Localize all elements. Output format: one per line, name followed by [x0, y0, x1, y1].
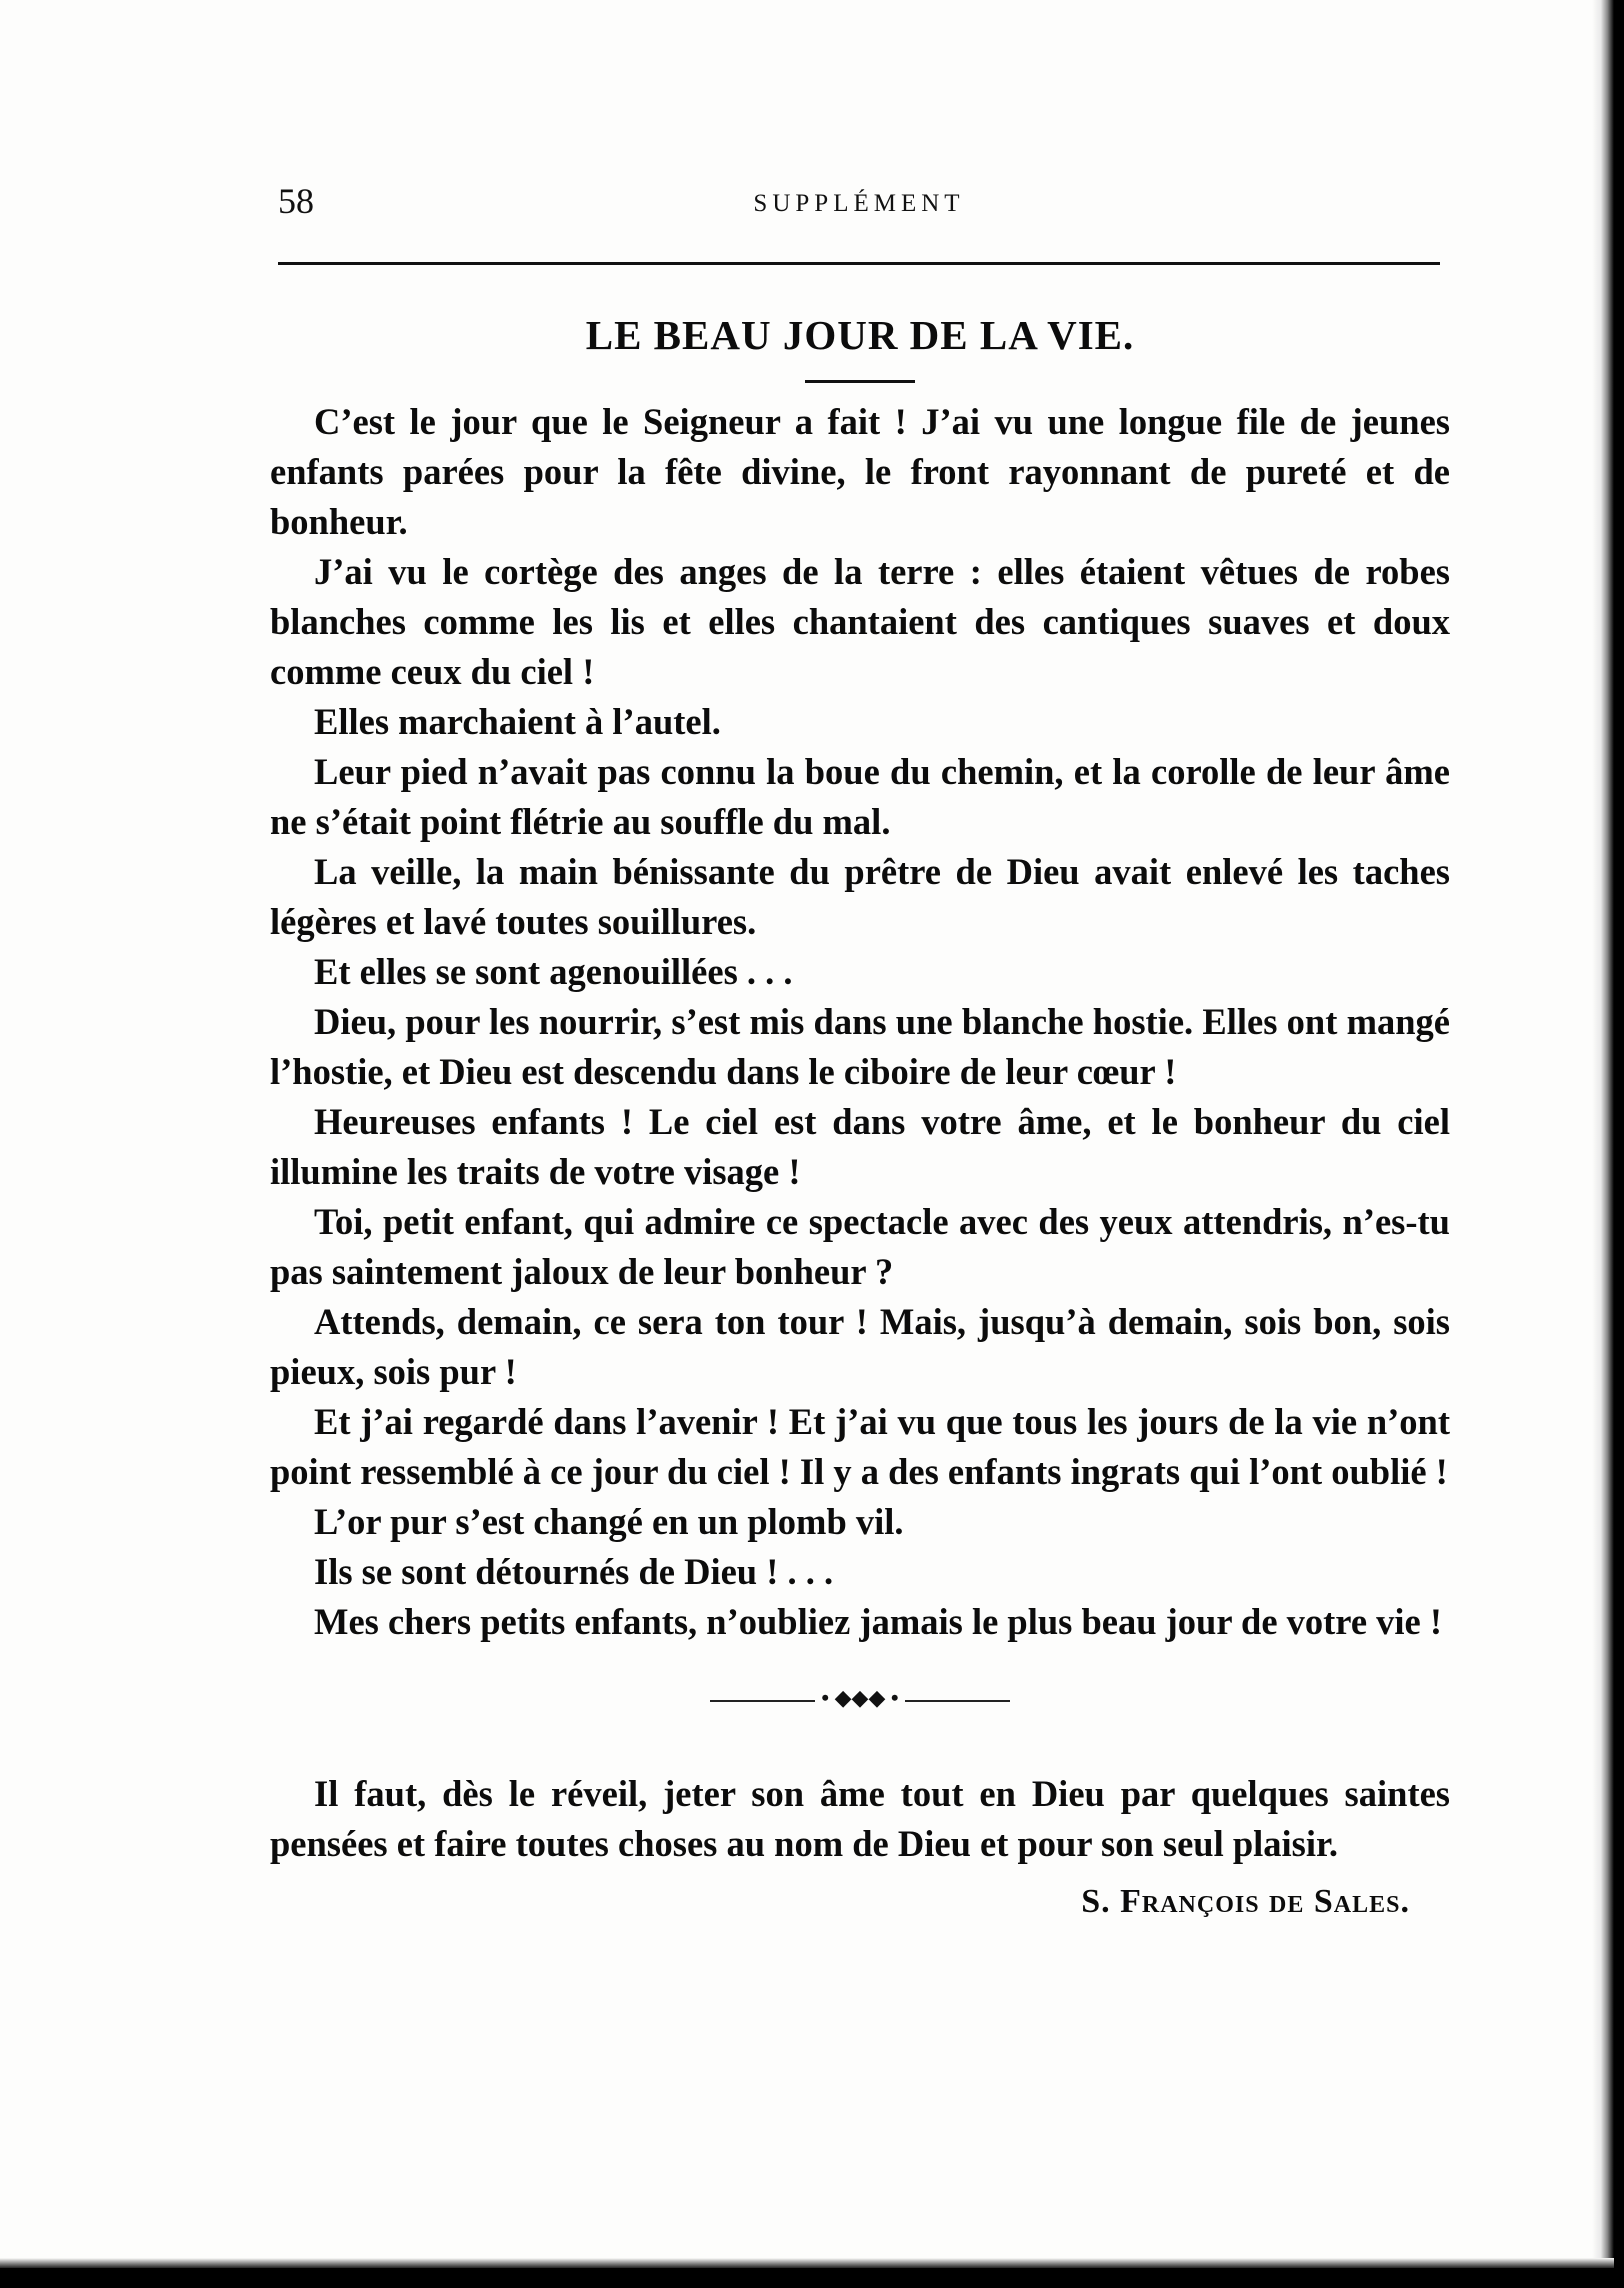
title-rule [805, 380, 915, 383]
page-edge-shadow [1592, 0, 1614, 2268]
paragraph: Mes chers petits enfants, n’oubliez jamais le plus beau jour de votre vie ! [314, 1601, 1443, 1642]
page-number: 58 [278, 181, 314, 221]
article-title: LE BEAU JOUR DE LA VIE. [585, 312, 1135, 358]
page-bottom-edge [0, 2258, 1614, 2268]
paragraph: C’est le jour que le Seigneur a fait ! J’ai vu une longue file de jeunes enfants parées pour la fête divine, le front rayonnant de pureté et de bonheur. [270, 401, 1450, 542]
paragraph: Ils se sont détournés de Dieu ! . . . [314, 1551, 834, 1592]
running-header [278, 180, 1440, 230]
maxim-text: Il faut, dès le réveil, jeter son âme tout en Dieu par quelques saintes pensées et faire toutes choses au nom de Dieu et pour son seul plaisir. [270, 1773, 1450, 1864]
header-rule [278, 262, 1440, 265]
article-body [270, 397, 1450, 1647]
paragraph: J’ai vu le cortège des anges de la terre : elles étaient vêtues de robes blanches comme les lis et elles chantaient des cantiques suaves et doux comme ceux du ciel ! [270, 551, 1450, 692]
paragraph: La veille, la main bénissante du prêtre de Dieu avait enlevé les taches légères et lavé toutes souillures. [270, 851, 1450, 942]
ornament-glyphs: • ◆◆◆ • [821, 1685, 899, 1710]
maxim-block [270, 1769, 1450, 1869]
maxim-author: S. François de Sales. [1081, 1883, 1410, 1920]
running-title: SUPPLÉMENT [753, 190, 965, 217]
paragraph: Dieu, pour les nourrir, s’est mis dans une blanche hostie. Elles ont mangé l’hostie, et Dieu est descendu dans le ciboire de leur cœur ! [270, 1001, 1450, 1092]
paragraph: Elles marchaient à l’autel. [314, 701, 721, 742]
paragraph: Heureuses enfants ! Le ciel est dans votre âme, et le bonheur du ciel illumine les traits de votre visage ! [270, 1101, 1450, 1192]
paragraph: Leur pied n’avait pas connu la boue du chemin, et la corolle de leur âme ne s’était point flétrie au souffle du mal. [270, 751, 1450, 842]
page-content [270, 300, 1450, 1921]
section-ornament [710, 1685, 1010, 1711]
paragraph: Et elles se sont agenouillées . . . [314, 951, 793, 992]
paragraph: L’or pur s’est changé en un plomb vil. [314, 1501, 904, 1542]
paragraph: Attends, demain, ce sera ton tour ! Mais, jusqu’à demain, sois bon, sois pieux, sois pur ! [270, 1301, 1450, 1392]
paragraph: Toi, petit enfant, qui admire ce spectacle avec des yeux attendris, n’es-tu pas saintement jaloux de leur bonheur ? [270, 1201, 1450, 1292]
paragraph: Et j’ai regardé dans l’avenir ! Et j’ai vu que tous les jours de la vie n’ont point ressemblé à ce jour du ciel ! Il y a des enfants ingrats qui l’ont oublié ! [270, 1401, 1450, 1492]
